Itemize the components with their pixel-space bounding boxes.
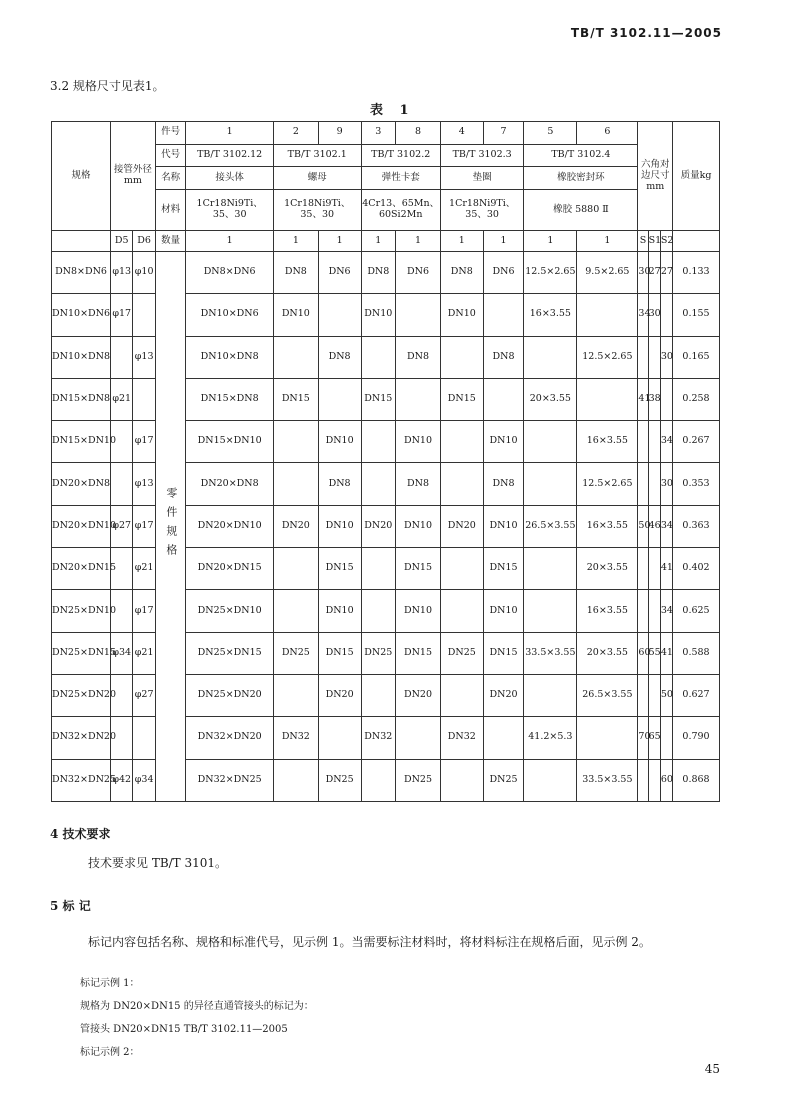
cell-p4: DN20: [440, 505, 483, 547]
cell-p8: [396, 378, 441, 420]
cell-d6: φ17: [133, 421, 155, 463]
cell-spec: DN25×DN20: [52, 674, 111, 716]
cell-s2: 30: [660, 463, 672, 505]
cell-p9: DN10: [318, 505, 361, 547]
header-mass: 质量kg: [673, 122, 720, 231]
cell-d6: [133, 717, 155, 759]
cell-p3: DN20: [361, 505, 396, 547]
cell-p8: DN25: [396, 759, 441, 801]
cell-p1: DN10×DN6: [186, 294, 274, 336]
cell-d6: [133, 294, 155, 336]
cell-d5: φ21: [111, 378, 133, 420]
cell-p7: DN8: [483, 463, 524, 505]
table-row: [52, 421, 720, 463]
cell-s1: [648, 548, 660, 590]
code-cell: TB/T 3102.1: [273, 144, 361, 167]
header-blank: [52, 231, 111, 252]
cell-s2: [660, 717, 672, 759]
cell-d6: φ10: [133, 251, 155, 293]
cell-p2: DN32: [273, 717, 318, 759]
cell-p9: DN10: [318, 590, 361, 632]
quantity-cell: 1: [186, 231, 274, 252]
part-number-8: 8: [396, 122, 441, 145]
cell-p6: [577, 294, 638, 336]
cell-mass: 0.588: [673, 632, 720, 674]
cell-s: 30: [638, 251, 648, 293]
cell-p6: 20×3.55: [577, 632, 638, 674]
cell-p8: [396, 717, 441, 759]
header-d6: D6: [133, 231, 155, 252]
table-row: [52, 590, 720, 632]
cell-p9: DN25: [318, 759, 361, 801]
cell-p5: 16×3.55: [524, 294, 577, 336]
cell-p2: DN10: [273, 294, 318, 336]
cell-d6: [133, 378, 155, 420]
parts-spec-vertical-text: 零件规格: [164, 486, 178, 563]
cell-s1: [648, 463, 660, 505]
cell-s2: 30: [660, 336, 672, 378]
cell-s2: 34: [660, 590, 672, 632]
cell-s2: 50: [660, 674, 672, 716]
cell-p9: DN6: [318, 251, 361, 293]
cell-s1: [648, 674, 660, 716]
cell-p4: [440, 421, 483, 463]
cell-mass: 0.790: [673, 717, 720, 759]
table-caption: 表 1: [370, 103, 415, 118]
cell-p6: 16×3.55: [577, 590, 638, 632]
cell-s1: 27: [648, 251, 660, 293]
header-name: 名称: [155, 167, 186, 190]
cell-d5: φ34: [111, 632, 133, 674]
table-row: [52, 674, 720, 716]
cell-p7: DN6: [483, 251, 524, 293]
cell-mass: 0.363: [673, 505, 720, 547]
cell-p2: [273, 463, 318, 505]
cell-p2: [273, 421, 318, 463]
cell-p5: [524, 548, 577, 590]
part-number-7: 7: [483, 122, 524, 145]
part-number-2: 2: [273, 122, 318, 145]
code-cell: TB/T 3102.4: [524, 144, 638, 167]
cell-s: [638, 421, 648, 463]
cell-p3: DN8: [361, 251, 396, 293]
cell-spec: DN32×DN25: [52, 759, 111, 801]
cell-s2: [660, 294, 672, 336]
cell-p2: [273, 590, 318, 632]
cell-p9: [318, 717, 361, 759]
cell-s2: 34: [660, 421, 672, 463]
cell-d5: φ17: [111, 294, 133, 336]
cell-p5: 33.5×3.55: [524, 632, 577, 674]
cell-s: 41: [638, 378, 648, 420]
cell-p1: DN25×DN10: [186, 590, 274, 632]
cell-p6: 16×3.55: [577, 421, 638, 463]
cell-mass: 0.402: [673, 548, 720, 590]
cell-s: [638, 759, 648, 801]
cell-p4: [440, 674, 483, 716]
cell-p1: DN8×DN6: [186, 251, 274, 293]
cell-d5: [111, 336, 133, 378]
cell-p8: DN6: [396, 251, 441, 293]
table-header-row: [52, 122, 720, 145]
cell-p3: DN10: [361, 294, 396, 336]
material-cell: 1Cr18Ni9Ti、35、30: [440, 190, 523, 231]
cell-d5: φ27: [111, 505, 133, 547]
part-number-3: 3: [361, 122, 396, 145]
cell-p4: [440, 548, 483, 590]
name-cell: 接头体: [186, 167, 274, 190]
cell-p8: DN15: [396, 548, 441, 590]
part-number-9: 9: [318, 122, 361, 145]
cell-p4: DN10: [440, 294, 483, 336]
cell-p2: [273, 674, 318, 716]
cell-p6: 26.5×3.55: [577, 674, 638, 716]
cell-p1: DN15×DN8: [186, 378, 274, 420]
cell-d6: φ34: [133, 759, 155, 801]
cell-mass: 0.625: [673, 590, 720, 632]
quantity-cell: 1: [361, 231, 396, 252]
cell-p6: 33.5×3.55: [577, 759, 638, 801]
cell-p2: DN20: [273, 505, 318, 547]
quantity-cell: 1: [318, 231, 361, 252]
header-d5: D5: [111, 231, 133, 252]
cell-s: [638, 336, 648, 378]
cell-p1: DN20×DN8: [186, 463, 274, 505]
cell-p8: DN8: [396, 336, 441, 378]
cell-mass: 0.133: [673, 251, 720, 293]
cell-p4: [440, 590, 483, 632]
header-blank: [673, 231, 720, 252]
cell-p9: [318, 378, 361, 420]
cell-spec: DN25×DN15: [52, 632, 111, 674]
cell-p1: DN10×DN8: [186, 336, 274, 378]
header-material: 材料: [155, 190, 186, 231]
cell-p7: DN10: [483, 421, 524, 463]
spec-table: [51, 121, 720, 802]
cell-s: [638, 674, 648, 716]
cell-p2: DN15: [273, 378, 318, 420]
example-2-label: 标记示例 2：: [80, 1047, 140, 1058]
cell-p1: DN15×DN10: [186, 421, 274, 463]
cell-s1: 38: [648, 378, 660, 420]
cell-s2: 41: [660, 632, 672, 674]
quantity-cell: 1: [273, 231, 318, 252]
cell-p9: DN15: [318, 548, 361, 590]
cell-d6: φ13: [133, 336, 155, 378]
cell-p7: DN25: [483, 759, 524, 801]
cell-p8: DN10: [396, 421, 441, 463]
name-cell: 垫圈: [440, 167, 523, 190]
header-s1: S1: [648, 231, 660, 252]
cell-p5: [524, 674, 577, 716]
table-row: [52, 505, 720, 547]
cell-p3: [361, 421, 396, 463]
cell-p1: DN32×DN20: [186, 717, 274, 759]
cell-p9: DN8: [318, 336, 361, 378]
cell-mass: 0.868: [673, 759, 720, 801]
cell-d6: φ17: [133, 590, 155, 632]
cell-s2: 27: [660, 251, 672, 293]
cell-p5: [524, 590, 577, 632]
cell-s: [638, 590, 648, 632]
header-s2: S2: [660, 231, 672, 252]
material-cell: 4Cr13、65Mn、60Si2Mn: [361, 190, 440, 231]
cell-s2: [660, 378, 672, 420]
cell-spec: DN20×DN10: [52, 505, 111, 547]
cell-p6: 12.5×2.65: [577, 463, 638, 505]
table-row: [52, 378, 720, 420]
cell-p3: DN25: [361, 632, 396, 674]
cell-p6: 12.5×2.65: [577, 336, 638, 378]
material-cell: 1Cr18Ni9Ti、35、30: [273, 190, 361, 231]
cell-p1: DN20×DN10: [186, 505, 274, 547]
quantity-cell: 1: [396, 231, 441, 252]
cell-p3: [361, 674, 396, 716]
table-header-row: [52, 231, 720, 252]
cell-spec: DN15×DN10: [52, 421, 111, 463]
cell-p1: DN25×DN15: [186, 632, 274, 674]
cell-p7: DN15: [483, 632, 524, 674]
cell-p7: DN15: [483, 548, 524, 590]
cell-p2: DN8: [273, 251, 318, 293]
cell-d6: φ17: [133, 505, 155, 547]
cell-d6: φ21: [133, 548, 155, 590]
header-code: 代号: [155, 144, 186, 167]
cell-p4: DN32: [440, 717, 483, 759]
cell-d5: φ13: [111, 251, 133, 293]
code-cell: TB/T 3102.12: [186, 144, 274, 167]
quantity-cell: 1: [483, 231, 524, 252]
part-number-5: 5: [524, 122, 577, 145]
code-cell: TB/T 3102.2: [361, 144, 440, 167]
cell-s: [638, 463, 648, 505]
cell-s: 34: [638, 294, 648, 336]
cell-p5: 12.5×2.65: [524, 251, 577, 293]
cell-p8: DN8: [396, 463, 441, 505]
cell-p7: [483, 294, 524, 336]
cell-p3: DN15: [361, 378, 396, 420]
table-row: [52, 463, 720, 505]
material-cell: 橡胶 5880 Ⅱ: [524, 190, 638, 231]
name-cell: 橡胶密封环: [524, 167, 638, 190]
cell-s1: [648, 759, 660, 801]
cell-spec: DN20×DN15: [52, 548, 111, 590]
cell-p7: DN8: [483, 336, 524, 378]
cell-s1: [648, 336, 660, 378]
cell-p3: [361, 548, 396, 590]
cell-p9: [318, 294, 361, 336]
cell-p2: [273, 548, 318, 590]
cell-p8: DN10: [396, 590, 441, 632]
cell-s: 60: [638, 632, 648, 674]
cell-s2: 60: [660, 759, 672, 801]
cell-p1: DN20×DN15: [186, 548, 274, 590]
cell-p5: [524, 421, 577, 463]
table-row: [52, 717, 720, 759]
cell-mass: 0.267: [673, 421, 720, 463]
cell-s: 50: [638, 505, 648, 547]
header-part-no: 件号: [155, 122, 186, 145]
cell-p8: DN15: [396, 632, 441, 674]
cell-spec: DN8×DN6: [52, 251, 111, 293]
cell-s1: [648, 590, 660, 632]
cell-p7: [483, 378, 524, 420]
part-number-6: 6: [577, 122, 638, 145]
table-row: [52, 759, 720, 801]
cell-p8: DN10: [396, 505, 441, 547]
cell-spec: DN20×DN8: [52, 463, 111, 505]
cell-p6: 16×3.55: [577, 505, 638, 547]
name-cell: 弹性卡套: [361, 167, 440, 190]
table-row: [52, 251, 720, 293]
name-cell: 螺母: [273, 167, 361, 190]
standard-code-header: TB/T 3102.11—2005: [570, 26, 722, 40]
cell-p9: DN8: [318, 463, 361, 505]
cell-p2: [273, 336, 318, 378]
header-qty: 数量: [155, 231, 186, 252]
cell-p3: [361, 590, 396, 632]
cell-s: 70: [638, 717, 648, 759]
cell-p7: DN10: [483, 505, 524, 547]
cell-d6: φ21: [133, 632, 155, 674]
table-row: [52, 548, 720, 590]
section-4-title: 4 技术要求: [50, 827, 111, 841]
cell-p1: DN32×DN25: [186, 759, 274, 801]
cell-p7: [483, 717, 524, 759]
cell-p3: DN32: [361, 717, 396, 759]
example-1-label: 标记示例 1：: [80, 978, 140, 989]
cell-p7: DN10: [483, 590, 524, 632]
cell-s1: 46: [648, 505, 660, 547]
cell-p9: DN20: [318, 674, 361, 716]
cell-p4: DN25: [440, 632, 483, 674]
part-number-1: 1: [186, 122, 274, 145]
header-pipe-od: 接管外径mm: [111, 122, 156, 231]
cell-p3: [361, 759, 396, 801]
cell-d5: [111, 463, 133, 505]
cell-d6: φ27: [133, 674, 155, 716]
material-cell: 1Cr18Ni9Ti、35、30: [186, 190, 274, 231]
table-row: [52, 632, 720, 674]
section-5-body: 标记内容包括名称、规格和标准代号，见示例 1。当需要标注材料时，将材料标注在规格后面，见示例 2。: [88, 935, 651, 949]
cell-p5: [524, 336, 577, 378]
cell-p5: [524, 463, 577, 505]
section-3-2-text: 3.2 规格尺寸见表1。: [50, 79, 165, 93]
cell-spec: DN15×DN8: [52, 378, 111, 420]
cell-p7: DN20: [483, 674, 524, 716]
header-hex-size: 六角对边尺寸mm: [638, 122, 673, 231]
cell-mass: 0.627: [673, 674, 720, 716]
section-4-body: 技术要求见 TB/T 3101。: [88, 856, 228, 870]
example-1-code: 管接头 DN20×DN15 TB/T 3102.11—2005: [80, 1024, 288, 1035]
quantity-cell: 1: [524, 231, 577, 252]
cell-p3: [361, 463, 396, 505]
cell-s1: [648, 421, 660, 463]
cell-d6: φ13: [133, 463, 155, 505]
cell-p5: [524, 759, 577, 801]
cell-mass: 0.155: [673, 294, 720, 336]
cell-p4: [440, 759, 483, 801]
cell-p3: [361, 336, 396, 378]
cell-s2: 41: [660, 548, 672, 590]
cell-s1: 30: [648, 294, 660, 336]
cell-mass: 0.353: [673, 463, 720, 505]
cell-spec: DN10×DN8: [52, 336, 111, 378]
cell-spec: DN10×DN6: [52, 294, 111, 336]
cell-p6: 9.5×2.65: [577, 251, 638, 293]
cell-p4: DN8: [440, 251, 483, 293]
cell-p6: [577, 717, 638, 759]
parts-spec-label: [155, 251, 186, 801]
example-1-description: 规格为 DN20×DN15 的异径直通管接头的标记为：: [80, 1001, 314, 1012]
cell-p9: DN10: [318, 421, 361, 463]
part-number-4: 4: [440, 122, 483, 145]
cell-p1: DN25×DN20: [186, 674, 274, 716]
cell-p5: 41.2×5.3: [524, 717, 577, 759]
cell-p5: 26.5×3.55: [524, 505, 577, 547]
cell-p8: DN20: [396, 674, 441, 716]
cell-p2: DN25: [273, 632, 318, 674]
code-cell: TB/T 3102.3: [440, 144, 523, 167]
cell-mass: 0.258: [673, 378, 720, 420]
cell-mass: 0.165: [673, 336, 720, 378]
cell-p6: 20×3.55: [577, 548, 638, 590]
cell-p8: [396, 294, 441, 336]
quantity-cell: 1: [440, 231, 483, 252]
cell-d5: φ42: [111, 759, 133, 801]
cell-p4: DN15: [440, 378, 483, 420]
header-s: S: [638, 231, 648, 252]
table-row: [52, 294, 720, 336]
cell-p4: [440, 336, 483, 378]
cell-p6: [577, 378, 638, 420]
cell-p9: DN15: [318, 632, 361, 674]
page-number: 45: [704, 1062, 720, 1076]
cell-s: [638, 548, 648, 590]
cell-spec: DN32×DN20: [52, 717, 111, 759]
quantity-cell: 1: [577, 231, 638, 252]
cell-spec: DN25×DN10: [52, 590, 111, 632]
cell-p4: [440, 463, 483, 505]
header-spec: 规格: [52, 122, 111, 231]
cell-s2: 34: [660, 505, 672, 547]
cell-s1: 65: [648, 717, 660, 759]
table-row: [52, 336, 720, 378]
section-5-title: 5 标 记: [50, 899, 91, 913]
cell-s1: 55: [648, 632, 660, 674]
cell-p2: [273, 759, 318, 801]
cell-p5: 20×3.55: [524, 378, 577, 420]
